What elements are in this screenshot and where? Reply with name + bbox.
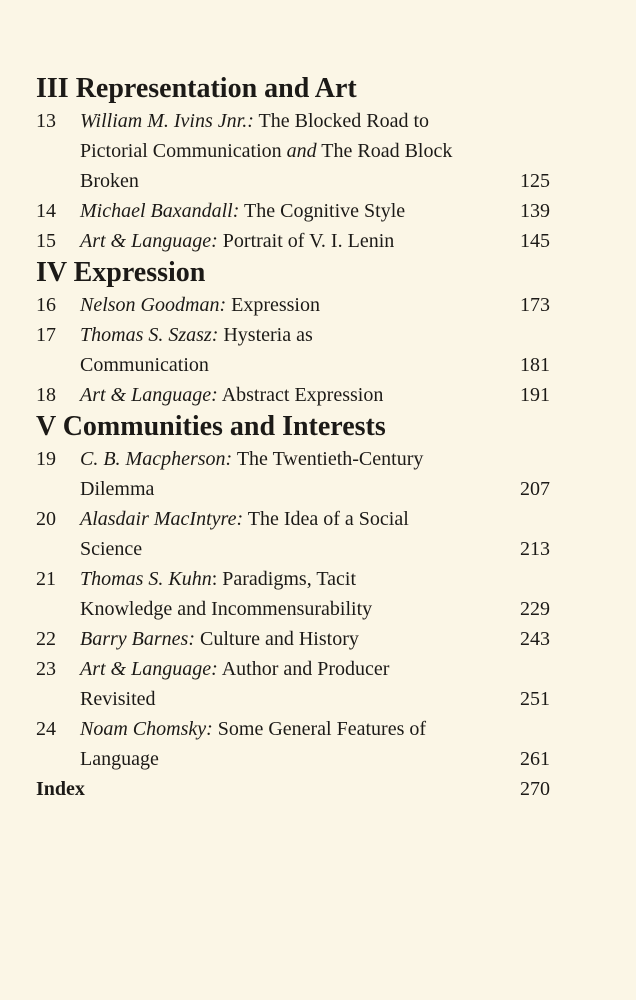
entry-title-cont: Revisited [80,688,156,710]
entry-page-number: 243 [520,628,550,650]
entry-page-number: 191 [520,384,550,406]
entry-page-number: 207 [520,478,550,500]
part-heading-iii: III Representation and Art [36,73,357,104]
entry-title-cont: Language [80,748,159,770]
entry-page-number: 173 [520,294,550,316]
entry-title: Portrait of V. I. Lenin [222,230,395,252]
entry-number: 24 [36,718,56,740]
entry-title: Culture and History [199,628,359,650]
entry-number: 19 [36,448,56,470]
entry-title-cont: Communication [80,354,209,376]
entry-page-number: 145 [520,230,550,252]
toc-entry-22 [36,624,550,654]
entry-title-cont: Knowledge and Incommensurability [80,598,373,620]
entry-title-cont: Dilemma [80,478,155,500]
part-heading-v: V Communities and Interests [36,411,386,442]
entry-number: 15 [36,230,56,252]
entry-author: Art & Language: [80,384,218,406]
entry-author: Thomas S. Kuhn [80,568,212,590]
entry-title-rest: The Road Block [321,140,453,162]
toc-index-entry [36,774,550,804]
toc-entry-24 [36,714,550,774]
entry-number: 17 [36,324,56,346]
entry-number: 16 [36,294,56,316]
entry-title-cont: Science [80,538,143,560]
entry-number: 22 [36,628,56,650]
entry-title: Some General Features of [217,718,427,740]
index-page-number: 270 [520,778,550,800]
toc-entry-14 [36,196,550,226]
entry-title: Abstract Expression [221,384,384,406]
entry-author: C. B. Macpherson: [80,448,233,470]
entry-title-cont: Broken [80,170,139,192]
entry-page-number: 229 [520,598,550,620]
entry-author: Alasdair MacIntyre: [80,508,244,530]
entry-title: Expression [231,294,320,316]
entry-author: William M. Ivins Jnr.: [80,110,254,132]
entry-author: Noam Chomsky: [80,718,213,740]
toc-entry-19 [36,444,550,504]
entry-number: 13 [36,110,56,132]
entry-number: 18 [36,384,56,406]
entry-author: Barry Barnes: [80,628,195,650]
entry-title: The Idea of a Social [247,508,409,530]
entry-number: 21 [36,568,56,590]
entry-page-number: 181 [520,354,550,376]
entry-page-number: 125 [520,170,550,192]
index-label: Index [36,778,85,800]
entry-author: Art & Language: [80,658,218,680]
entry-title: The Twentieth-Century [236,448,424,470]
entry-page-number: 213 [520,538,550,560]
entry-title: The Cognitive Style [244,200,406,222]
toc-entry-16 [36,290,550,320]
entry-page-number: 139 [520,200,550,222]
entry-number: 23 [36,658,56,680]
entry-title: Author and Producer [221,658,390,680]
entry-number: 14 [36,200,56,222]
entry-title-and: and [286,140,317,162]
toc-entry-18 [36,380,550,410]
entry-title: Hysteria as [223,324,313,346]
table-of-contents [36,72,550,804]
entry-author: Michael Baxandall: [80,200,240,222]
entry-page-number: 251 [520,688,550,710]
entry-title: : Paradigms, Tacit [211,568,357,590]
toc-entry-23 [36,654,550,714]
toc-entry-20 [36,504,550,564]
entry-author: Art & Language: [80,230,218,252]
entry-author: Nelson Goodman: [80,294,227,316]
entry-title-cont: Pictorial Communication [80,140,282,162]
entry-title: The Blocked Road to [258,110,430,132]
toc-entry-17 [36,320,550,380]
entry-page-number: 261 [520,748,550,770]
entry-author: Thomas S. Szasz: [80,324,219,346]
toc-entry-21 [36,564,550,624]
part-heading-iv: IV Expression [36,257,206,288]
toc-entry-13 [36,106,550,196]
toc-entry-15 [36,226,550,256]
entry-number: 20 [36,508,56,530]
